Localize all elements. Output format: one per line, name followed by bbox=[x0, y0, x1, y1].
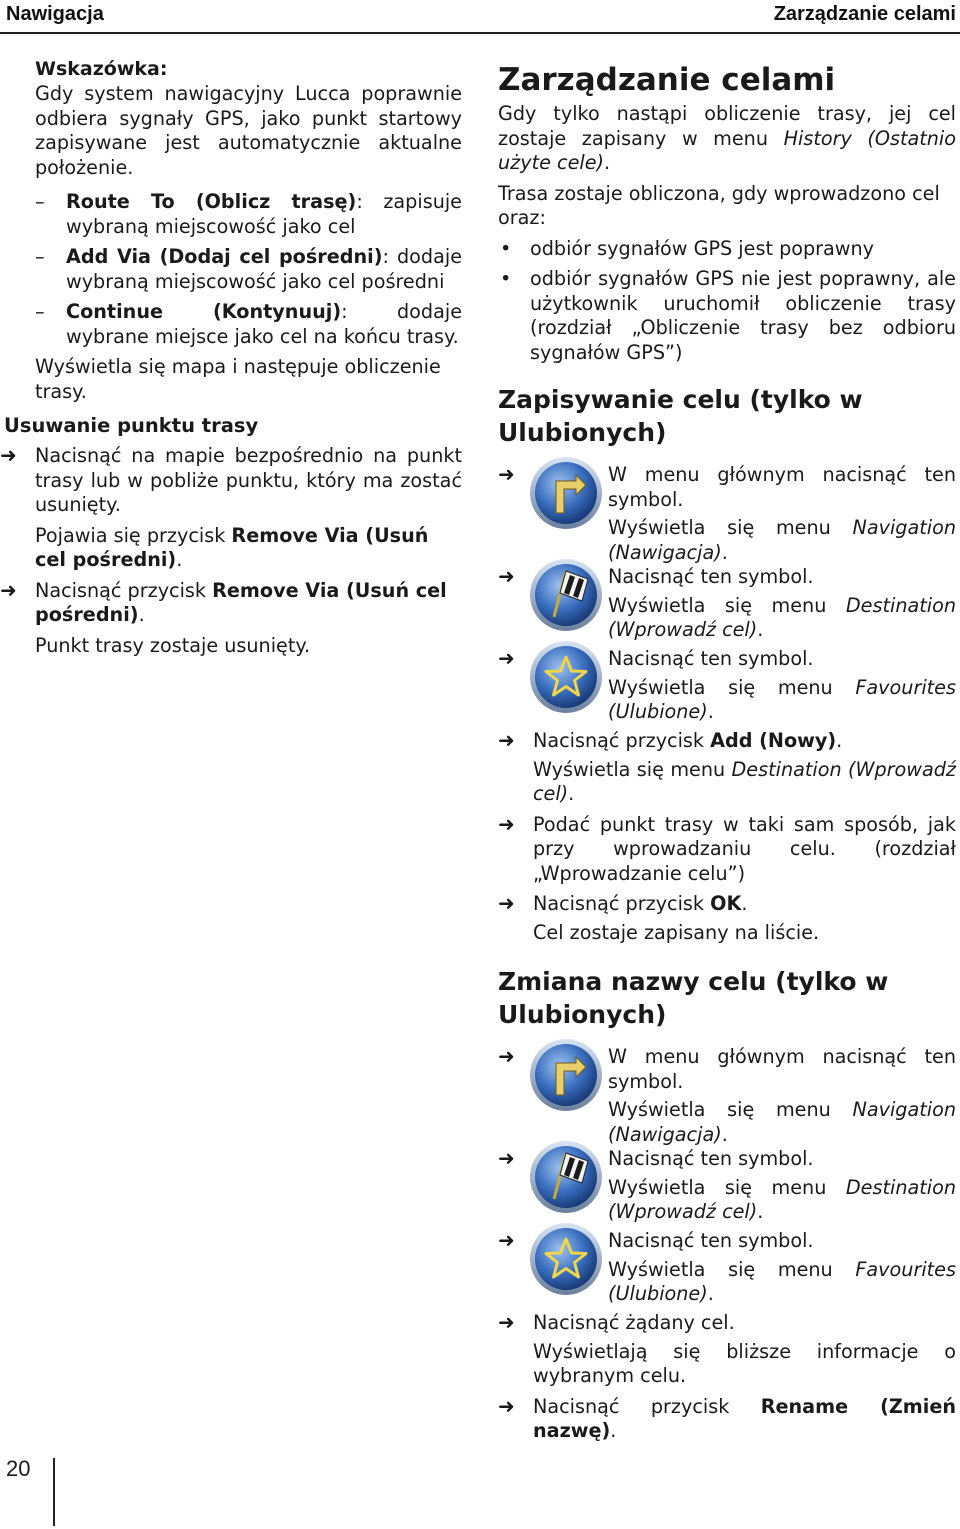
step-text: Nacisnąć ten symbol. bbox=[608, 565, 814, 588]
step-result bbox=[608, 594, 956, 643]
intro-conditions: Trasa zostaje obliczona, gdy wprowadzono cel oraz: bbox=[498, 181, 940, 229]
arrow-icon: ➜ bbox=[498, 564, 515, 588]
result-italic: Navigation (Nawigacja) bbox=[608, 1098, 956, 1146]
left-column bbox=[0, 58, 462, 658]
arrow-icon: ➜ bbox=[498, 646, 515, 670]
step-select-destination bbox=[498, 1311, 956, 1336]
intro-italic: History (Ostatnio użyte cele) bbox=[498, 126, 956, 174]
step-result-saved: Cel zostaje zapisany na liście. bbox=[533, 920, 820, 944]
result-text-end: . bbox=[721, 540, 728, 564]
result-text-end: . bbox=[707, 700, 714, 723]
step-text: Nacisnąć przycisk bbox=[533, 729, 711, 752]
result-italic: Destination (Wprowadź cel) bbox=[533, 757, 956, 805]
page-number: 20 bbox=[6, 1456, 31, 1481]
header-section-title: Nawigacja bbox=[6, 3, 104, 25]
result-text: Wyświetla się menu bbox=[608, 1257, 856, 1281]
result-italic: Favourites (Ulubione) bbox=[608, 1257, 956, 1305]
step-result-details: Wyświetlają się bliższe informacje o wybranym celu. bbox=[533, 1339, 956, 1387]
step-press-add bbox=[498, 729, 956, 754]
arrow-icon: ➜ bbox=[498, 1146, 515, 1170]
result-italic: Destination (Wprowadź cel) bbox=[608, 593, 956, 641]
intro-history bbox=[498, 102, 956, 176]
step-bold: Rename (Zmień nazwę) bbox=[533, 1394, 956, 1442]
step-text: Nacisnąć przycisk bbox=[533, 1394, 761, 1418]
dash-item-add-via bbox=[0, 245, 462, 294]
arrow-icon: ➜ bbox=[498, 891, 515, 915]
bullet-gps-not-ok bbox=[498, 267, 956, 365]
result-italic: Favourites (Ulubione) bbox=[608, 675, 956, 723]
step-result bbox=[608, 1176, 956, 1225]
step-text: Podać punkt trasy w taki sam sposób, jak przy wprowadzaniu celu. (rozdział „Wprowadzanie celu”) bbox=[533, 812, 956, 885]
section-title-rename-favourite: Zmiana nazwy celu (tylko w Ulubionych) bbox=[498, 967, 889, 1029]
bullet-marker: • bbox=[500, 236, 512, 260]
result-text-end: . bbox=[757, 1200, 764, 1223]
arrow-icon: ➜ bbox=[0, 443, 17, 467]
result-text-end: . bbox=[176, 548, 183, 571]
step-text: Nacisnąć żądany cel. bbox=[533, 1311, 735, 1334]
step-result-destination bbox=[498, 758, 956, 807]
bullet-text: odbiór sygnałów GPS jest poprawny bbox=[530, 236, 875, 260]
arrow-icon: ➜ bbox=[498, 811, 515, 836]
page-number-divider bbox=[53, 1458, 55, 1526]
arrow-icon: ➜ bbox=[498, 462, 515, 486]
step-bold: Add (Nowy) bbox=[710, 729, 837, 752]
dash-item-text: : dodaje wybrane miejsce jako cel na końcu trasy. bbox=[66, 300, 462, 348]
section-title-remove-via: Usuwanie punktu trasy bbox=[4, 414, 259, 437]
destination-flag-icon[interactable] bbox=[528, 557, 604, 633]
result-text: Wyświetla się menu bbox=[608, 675, 856, 699]
navigation-icon[interactable] bbox=[528, 1037, 604, 1113]
step-press-ok bbox=[498, 892, 956, 917]
step-icon-destination bbox=[498, 1147, 956, 1229]
step-text: Nacisnąć ten symbol. bbox=[608, 647, 814, 670]
result-italic: Navigation (Nawigacja) bbox=[608, 516, 956, 564]
step-text: Nacisnąć ten symbol. bbox=[608, 1147, 814, 1170]
result-text: Wyświetla się menu bbox=[608, 1175, 846, 1199]
step-tap-waypoint bbox=[0, 444, 462, 518]
bullet-gps-ok bbox=[498, 237, 956, 262]
step-press-rename bbox=[498, 1395, 956, 1444]
right-column bbox=[498, 58, 956, 1444]
arrow-icon: ➜ bbox=[498, 1228, 515, 1252]
step-result-remove-via bbox=[0, 524, 462, 573]
result-italic: Destination (Wprowadź cel) bbox=[608, 1175, 956, 1223]
page-header bbox=[0, 0, 960, 34]
step-bold: OK bbox=[710, 892, 742, 915]
step-icon-navigation bbox=[498, 463, 956, 565]
step-text: Nacisnąć ten symbol. bbox=[608, 1229, 814, 1252]
step-text-end: . bbox=[138, 603, 145, 626]
dash-marker: – bbox=[35, 300, 45, 323]
arrow-icon: ➜ bbox=[498, 1044, 515, 1068]
favourites-star-icon[interactable] bbox=[528, 1221, 604, 1297]
result-bold: Remove Via (Usuń cel pośredni) bbox=[35, 523, 429, 571]
step-press-remove-via bbox=[0, 579, 462, 628]
step-text: Nacisnąć na mapie bezpośrednio na punkt trasy lub w pobliże punktu, który ma zostać usunięty. bbox=[35, 444, 462, 516]
header-topic-title: Zarządzanie celami bbox=[773, 3, 956, 25]
dash-item-text: : dodaje wybraną miejscowość jako cel pośredni bbox=[66, 245, 462, 293]
step-bold: Remove Via (Usuń cel pośredni) bbox=[35, 578, 447, 626]
result-text: Wyświetla się menu bbox=[608, 516, 853, 539]
destination-flag-icon[interactable] bbox=[528, 1139, 604, 1215]
step-result bbox=[608, 516, 956, 565]
section-title-save-favourite: Zapisywanie celu (tylko w Ulubionych) bbox=[498, 385, 863, 447]
intro-text-end: . bbox=[604, 151, 611, 174]
favourites-star-icon[interactable] bbox=[528, 639, 604, 715]
dash-marker: – bbox=[35, 245, 45, 268]
dash-item-continue bbox=[0, 300, 462, 349]
result-text-end: . bbox=[707, 1282, 714, 1305]
step-icon-navigation bbox=[498, 1045, 956, 1147]
after-dash-text: Wyświetla się mapa i następuje obliczenie trasy. bbox=[35, 355, 441, 403]
note-text: Gdy system nawigacyjny Lucca poprawnie odbiera sygnały GPS, jako punkt startowy zapisywane jest automatycznie aktualne położenie. bbox=[35, 82, 462, 179]
dash-item-bold: Add Via (Dodaj cel pośredni) bbox=[66, 245, 383, 268]
result-text-end: . bbox=[568, 782, 575, 805]
page-title: Zarządzanie celami bbox=[498, 62, 836, 98]
step-text-end: . bbox=[741, 892, 748, 915]
intro-text: Gdy tylko nastąpi obliczenie trasy, jej cel zostaje zapisany w menu bbox=[498, 102, 956, 150]
step-text: Nacisnąć przycisk bbox=[533, 892, 711, 915]
arrow-icon: ➜ bbox=[498, 1310, 515, 1334]
arrow-icon: ➜ bbox=[0, 577, 17, 602]
step-icon-favourites bbox=[498, 1229, 956, 1311]
step-result bbox=[608, 1098, 956, 1147]
dash-item-route-to bbox=[0, 190, 462, 239]
step-icon-destination bbox=[498, 565, 956, 647]
bullet-text: odbiór sygnałów GPS nie jest poprawny, ale użytkownik uruchomił obliczenie trasy (rozdział „Obliczenie trasy bez odbioru sygnałów GPS”) bbox=[530, 267, 956, 364]
dash-item-bold: Continue (Kontynuuj) bbox=[66, 300, 342, 323]
step-text-end: . bbox=[610, 1419, 617, 1442]
arrow-icon: ➜ bbox=[498, 728, 515, 752]
step-result bbox=[608, 676, 956, 725]
bullet-marker: • bbox=[500, 267, 512, 290]
result-text: Pojawia się przycisk bbox=[35, 523, 232, 547]
result-text: Wyświetla się menu bbox=[608, 593, 846, 617]
arrow-icon: ➜ bbox=[498, 1393, 515, 1418]
step-enter-waypoint bbox=[498, 813, 956, 887]
dash-item-bold: Route To (Oblicz trasę) bbox=[66, 190, 357, 213]
step-text-end: . bbox=[836, 729, 843, 752]
step-result-removed: Punkt trasy zostaje usunięty. bbox=[35, 633, 311, 657]
step-text: Nacisnąć przycisk bbox=[35, 578, 213, 602]
result-text-end: . bbox=[757, 618, 764, 641]
navigation-icon[interactable] bbox=[528, 455, 604, 531]
note-title: Wskazówka: bbox=[35, 58, 168, 80]
step-text: W menu głównym nacisnąć ten symbol. bbox=[608, 463, 956, 511]
dash-item-text: : zapisuje wybraną miejscowość jako cel bbox=[66, 190, 462, 238]
dash-marker: – bbox=[35, 190, 45, 213]
step-icon-favourites bbox=[498, 647, 956, 729]
result-text-end: . bbox=[721, 1122, 728, 1146]
result-text: Wyświetla się menu bbox=[608, 1098, 853, 1121]
result-text: Wyświetla się menu bbox=[533, 757, 732, 781]
step-result bbox=[608, 1258, 956, 1307]
step-text: W menu głównym nacisnąć ten symbol. bbox=[608, 1045, 956, 1093]
